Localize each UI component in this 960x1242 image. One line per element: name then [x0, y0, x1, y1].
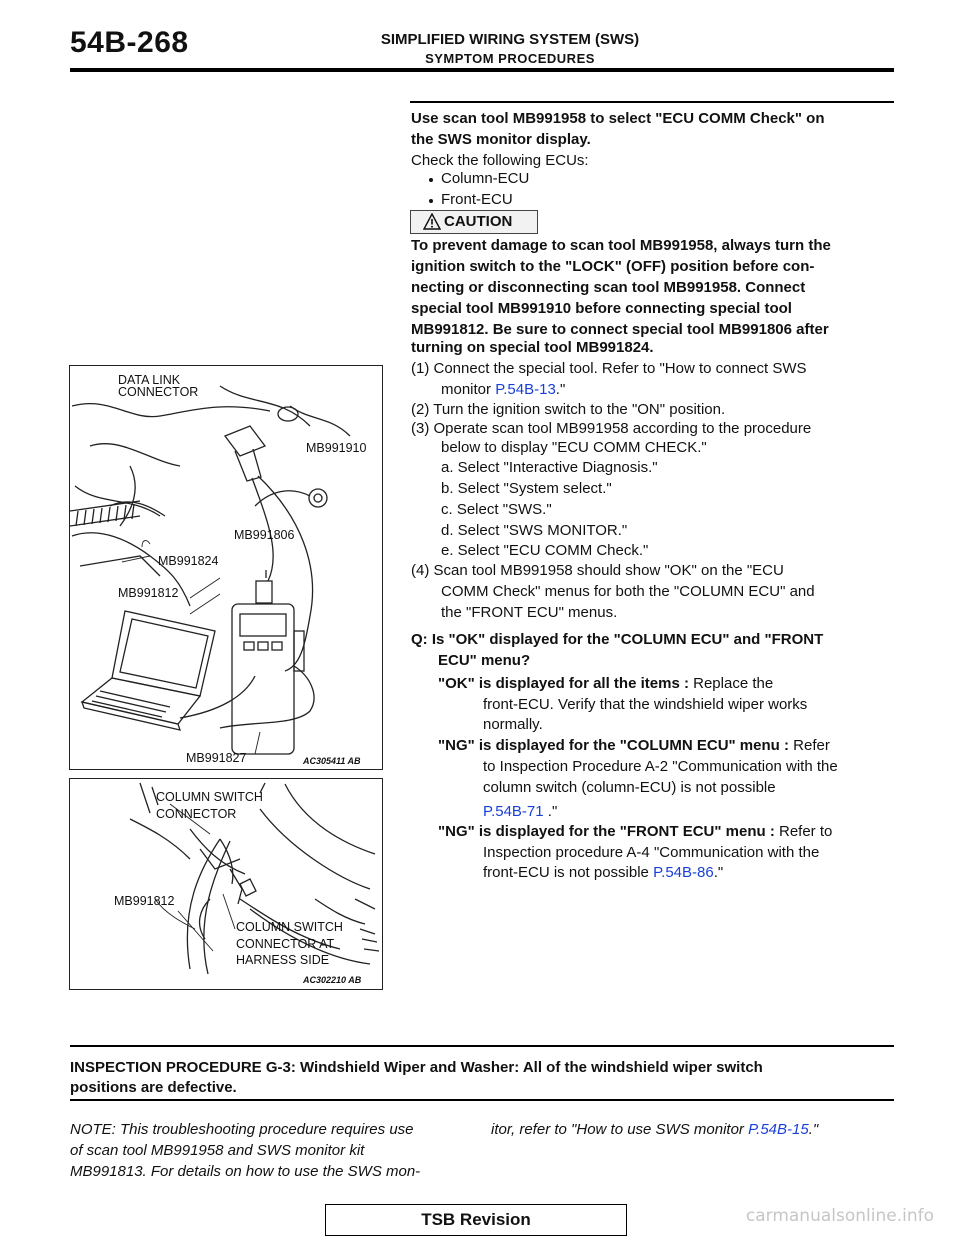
tsb-revision-label: TSB Revision [421, 1210, 531, 1229]
figure-id: AC305411 AB [303, 756, 361, 766]
question-line2: ECU" menu? [438, 652, 531, 669]
section-rule-bottom [70, 1099, 894, 1101]
sub-step-b: b. Select "System select." [441, 480, 612, 497]
label-mb991812: MB991812 [118, 586, 179, 600]
procedure-step-3: (3) Operate scan tool MB991958 according to the procedure [411, 420, 812, 437]
step-text: ." [555, 381, 566, 398]
answer-text: ." [713, 864, 724, 881]
bullet-item: Column-ECU [441, 170, 530, 187]
note-text: itor, refer to "How to use SWS monitor [491, 1121, 749, 1138]
caution-line: turning on special tool MB991824. [411, 339, 654, 356]
procedure-step-1: (1) Connect the special tool. Refer to "How to connect SWS [411, 360, 807, 377]
watermark: carmanualsonline.info [745, 1206, 934, 1226]
procedure-step-2: (2) Turn the ignition switch to the "ON" position. [411, 401, 726, 418]
label-data-link: DATA LINK [118, 373, 181, 387]
bullet-item: Front-ECU [441, 191, 513, 208]
label-mb991812: MB991812 [114, 894, 175, 908]
label-harness-side: HARNESS SIDE [236, 953, 330, 967]
note-left-line2: of scan tool MB991958 and SWS monitor kit [70, 1142, 365, 1159]
answer-text: Refer to [778, 823, 833, 840]
check-intro: Check the following ECUs: [411, 152, 589, 169]
tsb-revision-box [325, 1204, 627, 1236]
note-left-line3: MB991813. For details on how to use the SWS mon- [70, 1163, 421, 1180]
answer-text: Refer [793, 737, 830, 754]
caution-line: MB991812. Be sure to connect special tool MB991806 after [411, 321, 829, 338]
answer-text: ." [543, 803, 558, 820]
section-title: SIMPLIFIED WIRING SYSTEM (SWS) [380, 31, 640, 48]
note-right-line1 [491, 1119, 818, 1140]
sub-step-e: e. Select "ECU COMM Check." [441, 542, 649, 559]
label-harness-side: COLUMN SWITCH [236, 920, 343, 934]
procedure-step-4-cont: the "FRONT ECU" menus. [441, 604, 618, 621]
answer-text: front-ECU is not possible [483, 864, 654, 881]
page-link-54b-15[interactable]: P.54B-15 [748, 1121, 809, 1138]
answer-label: "NG" is displayed for the "FRONT ECU" menu : [438, 823, 779, 840]
procedure-step-3-cont: below to display "ECU COMM CHECK." [441, 439, 707, 456]
answer-ng-front-cont [483, 862, 723, 883]
header-rule [70, 68, 894, 72]
answer-ng-column-link-line [483, 801, 557, 822]
label-column-switch: COLUMN SWITCH [156, 790, 263, 804]
procedure-step-1-cont [441, 379, 565, 400]
warning-icon [423, 213, 441, 230]
label-harness-side: CONNECTOR AT [236, 937, 335, 951]
caution-line: ignition switch to the "LOCK" (OFF) position before con- [411, 258, 815, 275]
sub-step-d: d. Select "SWS MONITOR." [441, 522, 628, 539]
caution-line: necting or disconnecting scan tool MB991958. Connect [411, 279, 806, 296]
answer-ok-cont: normally. [483, 716, 543, 733]
answer-ok-cont: front-ECU. Verify that the windshield wiper works [483, 696, 808, 713]
page-link-54b-71[interactable]: P.54B-71 [483, 803, 544, 820]
answer-ok [438, 673, 773, 694]
answer-ng-column [438, 735, 830, 756]
procedure-step-4-cont: COMM Check" menus for both the "COLUMN ECU" and [441, 583, 815, 600]
caution-line: special tool MB991910 before connecting special tool [411, 300, 792, 317]
page-link-54b-86[interactable]: P.54B-86 [653, 864, 714, 881]
page-link-54b-13[interactable]: P.54B-13 [495, 381, 556, 398]
label-mb991910: MB991910 [306, 441, 367, 455]
procedure-step-4: (4) Scan tool MB991958 should show "OK" on the "ECU [411, 562, 784, 579]
caution-label: CAUTION [444, 213, 513, 230]
step-instruction-line2: the SWS monitor display. [411, 131, 591, 148]
label-mb991806: MB991806 [234, 528, 295, 542]
caution-line: To prevent damage to scan tool MB991958, always turn the [411, 237, 831, 254]
note-text: ." [808, 1121, 819, 1138]
label-data-link: CONNECTOR [118, 385, 199, 399]
answer-label: "OK" is displayed for all the items : [438, 675, 694, 692]
scan-tool-connection-illustration [70, 366, 382, 769]
figure-scan-tool-connection [69, 365, 383, 770]
bullet-dot [429, 178, 433, 182]
answer-ng-front [438, 821, 832, 842]
caution-box [410, 210, 538, 234]
label-mb991827: MB991827 [186, 751, 247, 765]
section-rule-top [70, 1045, 894, 1047]
step-text: monitor [441, 381, 496, 398]
figure-id: AC302210 AB [303, 975, 362, 985]
step-rule [410, 101, 894, 103]
inspection-procedure-title-cont: positions are defective. [70, 1079, 237, 1096]
answer-ng-column-cont: column switch (column-ECU) is not possible [483, 779, 776, 796]
page-number: 54B-268 [70, 26, 189, 59]
question-line1: Q: Is "OK" displayed for the "COLUMN ECU" and "FRONT [411, 631, 824, 648]
step-instruction-line1: Use scan tool MB991958 to select "ECU COMM Check" on [411, 110, 825, 127]
label-mb991824: MB991824 [158, 554, 219, 568]
note-left-line1: NOTE: This troubleshooting procedure requires use [70, 1121, 414, 1138]
answer-ng-front-cont: Inspection procedure A-4 "Communication with the [483, 844, 820, 861]
sub-step-c: c. Select "SWS." [441, 501, 552, 518]
section-subtitle: SYMPTOM PROCEDURES [425, 51, 595, 66]
inspection-procedure-title: INSPECTION PROCEDURE G-3: Windshield Wiper and Washer: All of the windshield wiper switch [70, 1059, 763, 1076]
answer-text: Replace the [693, 675, 774, 692]
bullet-dot [429, 199, 433, 203]
figure-column-switch-connection [69, 778, 383, 990]
answer-ng-column-cont: to Inspection Procedure A-2 "Communication with the [483, 758, 838, 775]
answer-label: "NG" is displayed for the "COLUMN ECU" menu : [438, 737, 794, 754]
label-column-switch: CONNECTOR [156, 807, 237, 821]
sub-step-a: a. Select "Interactive Diagnosis." [441, 459, 658, 476]
